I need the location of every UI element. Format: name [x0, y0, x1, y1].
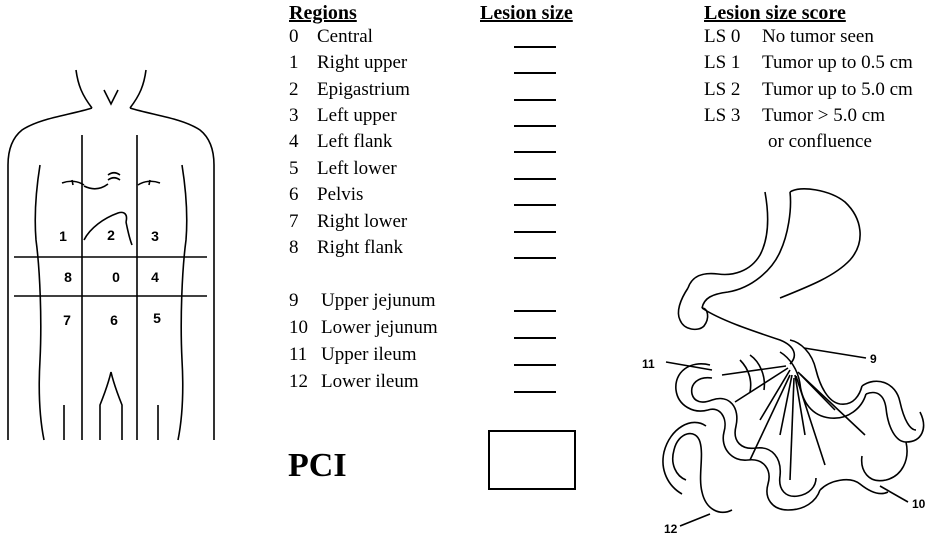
region-row	[289, 212, 407, 232]
region-label: 8	[64, 269, 72, 285]
score-description: Tumor > 5.0 cm	[762, 105, 885, 126]
score-code: LS 3	[704, 105, 741, 126]
region-row	[289, 80, 410, 100]
lesion-size-blank[interactable]	[514, 310, 556, 312]
regions-header: Regions	[289, 2, 357, 24]
lesion-size-blank[interactable]	[514, 178, 556, 180]
lesion-size-blank[interactable]	[514, 151, 556, 153]
lesion-size-blank[interactable]	[514, 46, 556, 48]
score-description: No tumor seen	[762, 26, 874, 47]
region-number: 11	[289, 344, 308, 365]
region-number: 7	[289, 211, 299, 232]
region-number: 6	[289, 184, 299, 205]
region-number: 1	[289, 52, 299, 73]
score-code: LS 1	[704, 52, 741, 73]
lesion-size-blank[interactable]	[514, 204, 556, 206]
region-label: 5	[153, 310, 161, 326]
lesion-size-blank[interactable]	[514, 72, 556, 74]
region-name: Left flank	[317, 131, 393, 152]
small-bowel-diagram	[640, 180, 945, 538]
region-row	[289, 345, 417, 365]
region-row	[289, 372, 419, 392]
region-number: 2	[289, 79, 299, 100]
region-label: 7	[63, 312, 71, 328]
region-number: 12	[289, 371, 308, 392]
region-row	[289, 132, 392, 152]
lesion-size-score-header: Lesion size score	[704, 2, 846, 24]
score-row	[704, 27, 874, 47]
region-label: 0	[112, 269, 120, 285]
score-description: Tumor up to 0.5 cm	[762, 52, 913, 73]
region-name: Lower ileum	[321, 371, 419, 392]
bowel-label: 11	[642, 357, 655, 371]
region-row	[289, 291, 436, 311]
region-name: Pelvis	[317, 184, 364, 205]
region-label: 6	[110, 312, 118, 328]
score-row	[704, 80, 913, 100]
region-row	[289, 27, 373, 47]
score-code: LS 2	[704, 79, 741, 100]
region-name: Left lower	[317, 158, 397, 179]
region-row	[289, 159, 397, 179]
lesion-size-blank[interactable]	[514, 391, 556, 393]
lesion-size-blank[interactable]	[514, 231, 556, 233]
region-number: 9	[289, 290, 299, 311]
region-number: 5	[289, 158, 299, 179]
region-number: 10	[289, 317, 308, 338]
region-number: 0	[289, 26, 299, 47]
lesion-size-blank[interactable]	[514, 125, 556, 127]
pci-score-box[interactable]	[488, 430, 576, 490]
region-name: Central	[317, 26, 373, 47]
bowel-label: 9	[870, 352, 877, 366]
lesion-size-blank[interactable]	[514, 257, 556, 259]
score-continuation: or confluence	[768, 131, 872, 152]
bowel-label: 10	[912, 497, 926, 511]
region-name: Upper jejunum	[321, 290, 436, 311]
region-row	[289, 318, 438, 338]
lesion-size-blank[interactable]	[514, 337, 556, 339]
region-name: Lower jejunum	[321, 317, 438, 338]
region-number: 4	[289, 131, 299, 152]
pci-label: PCI	[288, 447, 347, 484]
region-name: Epigastrium	[317, 79, 410, 100]
region-number: 3	[289, 105, 299, 126]
region-name: Right flank	[317, 237, 404, 258]
region-name: Right upper	[317, 52, 408, 73]
lesion-size-header: Lesion size	[480, 2, 573, 24]
region-row	[289, 106, 397, 126]
region-row	[289, 238, 403, 258]
abdomen-region-diagram	[0, 0, 230, 538]
region-name: Upper ileum	[321, 344, 417, 365]
score-row	[704, 53, 913, 73]
region-number: 8	[289, 237, 299, 258]
region-label: 4	[151, 269, 159, 285]
score-description: Tumor up to 5.0 cm	[762, 79, 913, 100]
region-row	[289, 53, 407, 73]
region-label: 1	[59, 228, 67, 244]
region-label: 3	[151, 228, 159, 244]
lesion-size-blank[interactable]	[514, 99, 556, 101]
region-label: 2	[107, 227, 115, 243]
bowel-label: 12	[664, 522, 678, 536]
score-row	[704, 106, 885, 126]
lesion-size-blank[interactable]	[514, 364, 556, 366]
region-name: Left upper	[317, 105, 397, 126]
score-code: LS 0	[704, 26, 741, 47]
region-name: Right lower	[317, 211, 408, 232]
region-row	[289, 185, 363, 205]
